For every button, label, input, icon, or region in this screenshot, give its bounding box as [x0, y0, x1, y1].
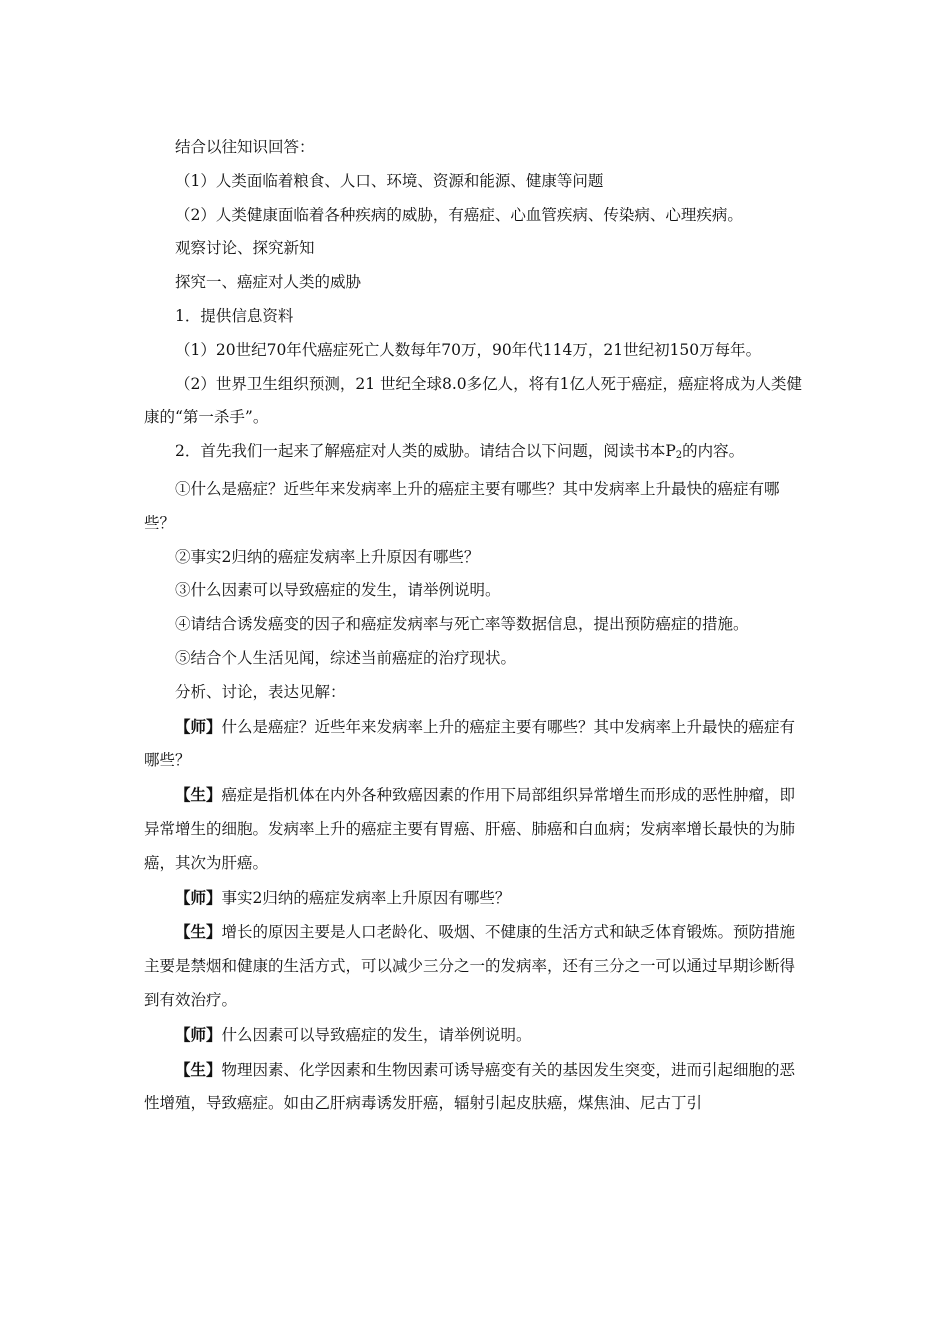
dialogue-text: 癌症是指机体在内外各种致癌因素的作用下局部组织异常增生而形成的恶性肿瘤，即异常增生的细胞。发病率上升的癌症主要有胃癌、肝癌、肺癌和白血病；发病率增长最快的为肺癌，其次为肝癌。: [144, 786, 796, 872]
speaker-tag-teacher: 【师】: [175, 716, 222, 736]
dialogue-teacher-1: [144, 710, 808, 779]
paragraph-reading-task: [144, 435, 808, 473]
dialogue-student-2: [144, 915, 808, 1017]
question-1: ①什么是癌症？近些年来发病率上升的癌症主要有哪些？其中发病率上升最快的癌症有哪些？: [144, 479, 780, 532]
dialogue-student-3: [144, 1053, 808, 1122]
speaker-tag-teacher: 【师】: [175, 887, 222, 907]
paragraph-discussion-heading: 分析、讨论，表达见解：: [175, 682, 346, 701]
dialogue-text: 什么因素可以导致癌症的发生，请举例说明。: [221, 1025, 532, 1044]
paragraph-info-heading: 1．提供信息资料: [175, 306, 294, 325]
question-2: ②事实2归纳的癌症发病率上升原因有哪些？: [175, 547, 480, 566]
document-page: [144, 131, 808, 1121]
question-3: ③什么因素可以导致癌症的发生，请举例说明。: [175, 581, 501, 600]
paragraph-item-1: （1）人类面临着粮食、人口、环境、资源和能源、健康等问题: [175, 171, 604, 190]
paragraph-info-2: （2）世界卫生组织预测，21 世纪全球8.0多亿人，将有1亿人死于癌症，癌症将成为人类健康的“第一杀手”。: [144, 374, 803, 427]
speaker-tag-teacher: 【师】: [175, 1024, 222, 1044]
dialogue-teacher-3: [144, 1018, 808, 1053]
paragraph-intro: 结合以往知识回答：: [175, 138, 315, 156]
dialogue-student-1: [144, 778, 808, 880]
dialogue-text: 事实2归纳的癌症发病率上升原因有哪些？: [221, 888, 511, 907]
question-5: ⑤结合个人生活见闻，综述当前癌症的治疗现状。: [175, 648, 517, 667]
speaker-tag-student: 【生】: [175, 1059, 222, 1079]
speaker-tag-student: 【生】: [175, 785, 222, 805]
paragraph-item-2: （2）人类健康面临着各种疾病的威胁，有癌症、心血管疾病、传染病、心理疾病。: [175, 205, 743, 224]
dialogue-teacher-2: [144, 881, 808, 916]
question-4: ④请结合诱发癌变的因子和癌症发病率与死亡率等数据信息，提出预防癌症的措施。: [175, 615, 749, 634]
reading-task-text: 2．首先我们一起来了解癌症对人类的威胁。请结合以下问题，阅读书本P: [175, 442, 676, 461]
subscript-page-number: 2: [675, 450, 683, 462]
section-heading-observe: 观察讨论、探究新知: [175, 239, 315, 258]
dialogue-text: 什么是癌症？近些年来发病率上升的癌症主要有哪些？其中发病率上升最快的癌症有哪些？: [144, 717, 796, 770]
dialogue-text: 物理因素、化学因素和生物因素可诱导癌变有关的基因发生突变，进而引起细胞的恶性增殖，导致癌症。如由乙肝病毒诱发肝癌，辐射引起皮肤癌，煤焦油、尼古丁引: [144, 1060, 796, 1113]
paragraph-info-1: （1）20世纪70年代癌症死亡人数每年70万，90年代114万，21世纪初150万每年。: [175, 340, 762, 359]
section-heading-explore-1: 探究一、癌症对人类的威胁: [175, 273, 362, 292]
reading-task-tail: 的内容。: [682, 442, 745, 461]
dialogue-text: 增长的原因主要是人口老龄化、吸烟、不健康的生活方式和缺乏体育锻炼。预防措施主要是禁烟和健康的生活方式，可以减少三分之一的发病率，还有三分之一可以通过早期诊断得到有效治疗。: [144, 923, 796, 1009]
speaker-tag-student: 【生】: [175, 922, 222, 942]
